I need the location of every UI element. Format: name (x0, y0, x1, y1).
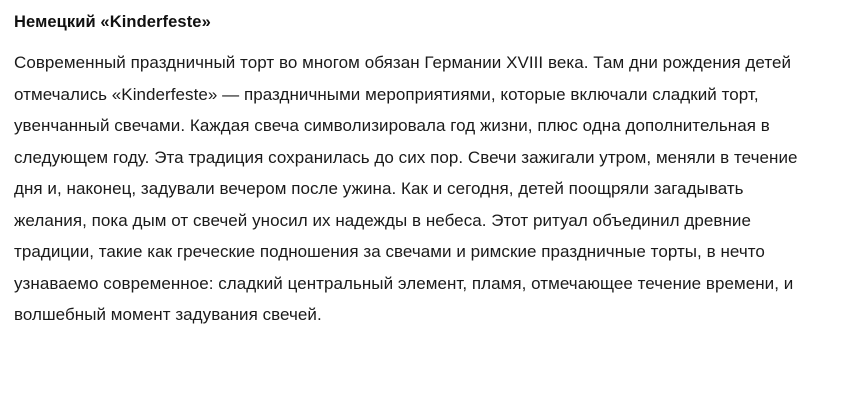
article-body-paragraph: Современный праздничный торт во многом обязан Германии XVIII века. Там дни рождения детей отмечались «Kinderfeste» — праздничными мероприятиями, которые включали сладкий торт, увенчанный свечами. Каждая свеча символизировала год жизни, плюс одна дополнительная в следующем году. Эта традиция сохранилась до сих пор. Свечи зажигали утром, меняли в течение дня и, наконец, задували вечером после ужина. Как и сегодня, детей поощряли загадывать желания, пока дым от свечей уносил их надежды в небеса. Этот ритуал объединил древние традиции, такие как греческие подношения за свечами и римские праздничные торты, в нечто узнаваемо современное: сладкий центральный элемент, пламя, отмечающее течение времени, и волшебный момент задувания свечей. (14, 53, 798, 325)
article-heading: Немецкий «Kinderfeste» (14, 13, 211, 31)
